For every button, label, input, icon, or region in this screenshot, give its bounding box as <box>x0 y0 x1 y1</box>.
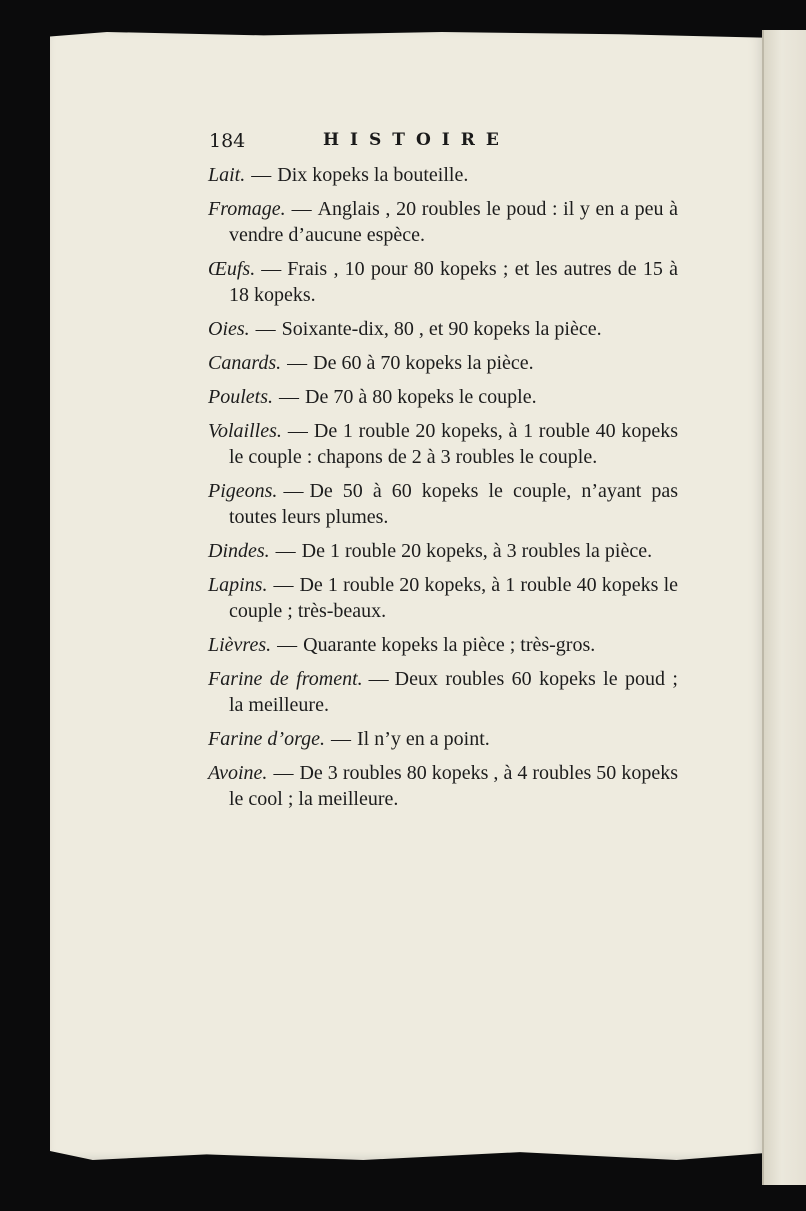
entry-term: Pigeons. <box>208 480 278 502</box>
running-title: HISTOIRE <box>323 130 510 150</box>
entry-text: Dix kopeks la bouteille. <box>277 164 469 186</box>
entry-term: Dindes. <box>208 540 270 562</box>
entry-dash: — <box>251 164 272 186</box>
list-item <box>208 418 678 470</box>
entry-dash: — <box>287 352 308 374</box>
next-page-edge <box>762 30 806 1185</box>
entry-dash: — <box>331 728 352 750</box>
list-item <box>208 726 678 752</box>
list-item <box>208 760 678 812</box>
entry-text: De 1 rouble 20 kopeks, à 1 rouble 40 kopeks le couple ; très-beaux. <box>229 574 678 622</box>
list-item <box>208 162 678 188</box>
entry-text: Il n’y en a point. <box>357 728 490 750</box>
entry-text: Anglais , 20 roubles le poud : il y en a peu à vendre d’aucune espèce. <box>229 198 678 246</box>
list-item <box>208 538 678 564</box>
entry-dash: — <box>279 386 299 408</box>
entry-text: De 60 à 70 kopeks la pièce. <box>313 352 534 374</box>
entry-term: Œufs. <box>208 258 256 280</box>
entry-text: De 1 rouble 20 kopeks, à 3 roubles la pièce. <box>301 540 653 562</box>
list-item <box>208 478 678 530</box>
entry-text: De 1 rouble 20 kopeks, à 1 rouble 40 kopeks le couple : chapons de 2 à 3 roubles le couple. <box>229 420 678 468</box>
entry-dash: — <box>273 574 294 596</box>
entry-dash: — <box>283 480 304 502</box>
entry-dash: — <box>273 762 294 784</box>
entry-dash: — <box>287 420 308 442</box>
entry-term: Canards. <box>208 352 282 374</box>
entry-term: Fromage. <box>208 198 286 220</box>
list-item <box>208 256 678 308</box>
list-item <box>208 632 678 658</box>
entry-term: Lait. <box>208 164 246 186</box>
list-item <box>208 666 678 718</box>
entry-dash: — <box>275 540 296 562</box>
entry-text: De 50 à 60 kopeks le couple, n’ayant pas toutes leurs plumes. <box>229 480 678 528</box>
entry-term: Poulets. <box>208 386 273 408</box>
entry-text: Soixante-dix, 80 , et 90 kopeks la pièce. <box>281 318 602 340</box>
entry-dash: — <box>291 198 312 220</box>
entry-dash: — <box>368 668 389 690</box>
entry-term: Lapins. <box>208 574 268 596</box>
entry-term: Avoine. <box>208 762 268 784</box>
entry-term: Lièvres. <box>208 634 272 656</box>
page-number: 184 <box>209 130 246 152</box>
list-item <box>208 384 678 410</box>
list-item <box>208 316 678 342</box>
price-list <box>208 162 678 820</box>
entry-term: Farine d’orge. <box>208 728 326 750</box>
entry-text: Quarante kopeks la pièce ; très-gros. <box>303 634 596 656</box>
entry-text: Deux roubles 60 kopeks le poud ; la meilleure. <box>229 668 678 716</box>
entry-text: De 3 roubles 80 kopeks , à 4 roubles 50 kopeks le cool ; la meilleure. <box>229 762 678 810</box>
entry-term: Oies. <box>208 318 250 340</box>
list-item <box>208 196 678 248</box>
list-item <box>208 350 678 376</box>
entry-dash: — <box>261 258 282 280</box>
list-item <box>208 572 678 624</box>
entry-term: Volailles. <box>208 420 282 442</box>
entry-term: Farine de froment. <box>208 668 363 690</box>
entry-dash: — <box>255 318 276 340</box>
entry-text: Frais , 10 pour 80 kopeks ; et les autres de 15 à 18 kopeks. <box>229 258 678 306</box>
entry-text: De 70 à 80 kopeks le couple. <box>305 386 537 408</box>
entry-dash: — <box>277 634 298 656</box>
